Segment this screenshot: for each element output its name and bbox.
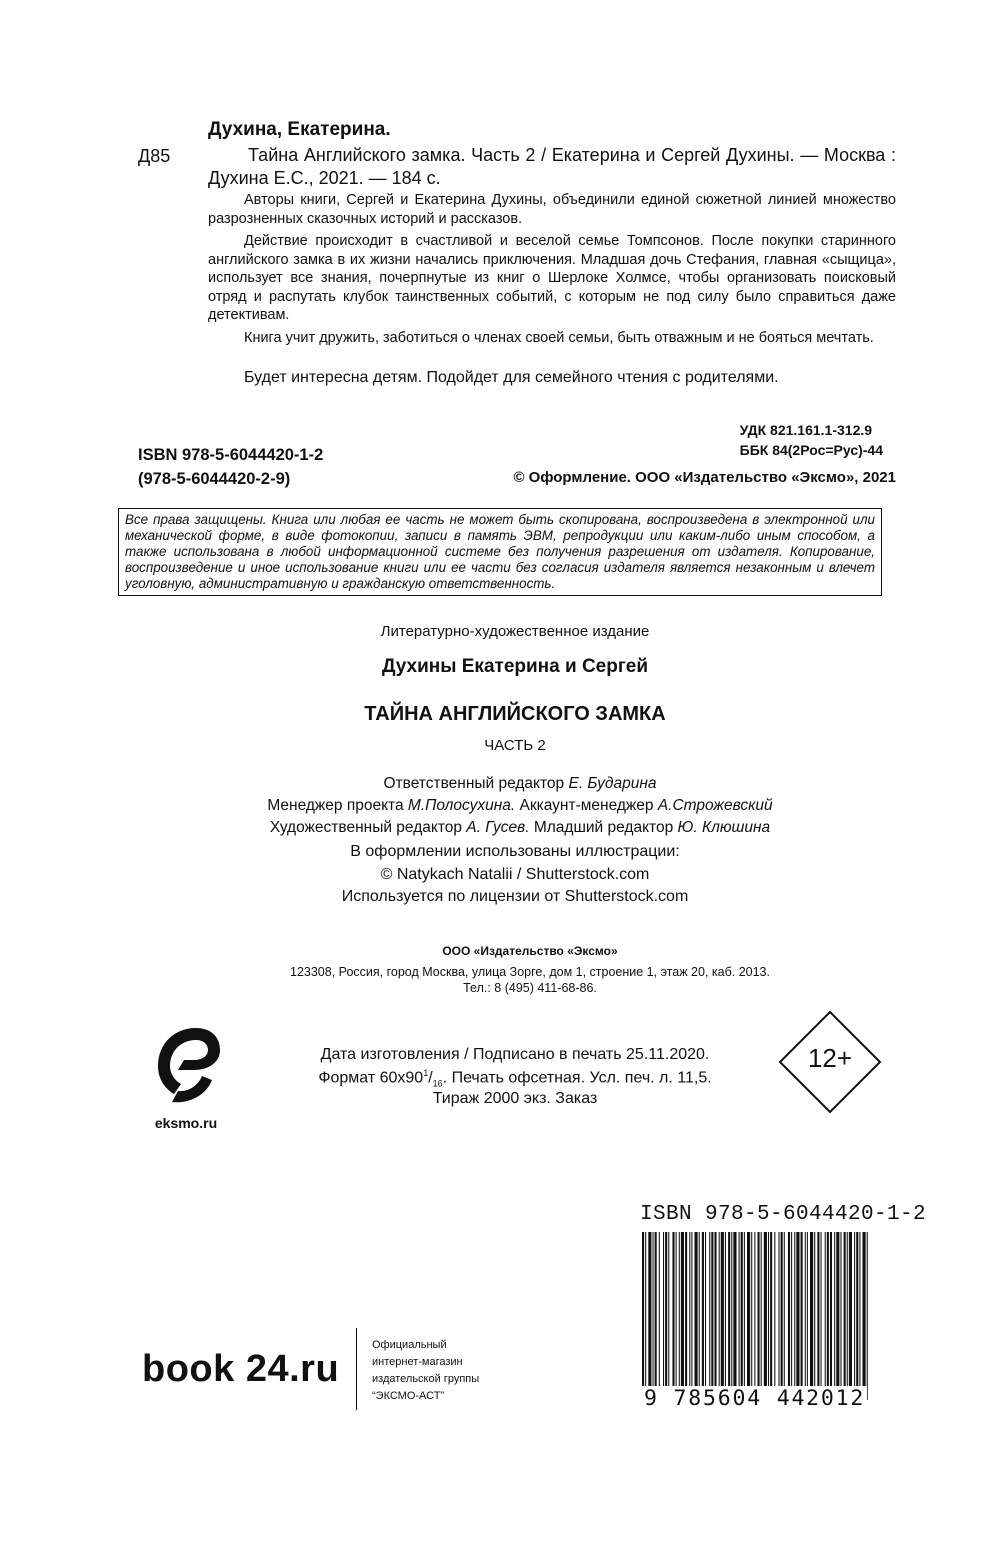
barcode-bar: [679, 1232, 680, 1400]
art-editor-name: А. Гусев.: [466, 819, 530, 836]
barcode-bar: [648, 1232, 651, 1400]
book24-note-line-4: “ЭКСМО-АСТ”: [372, 1390, 445, 1402]
resp-editor-role: Ответственный редактор: [383, 775, 565, 792]
barcode-bar: [801, 1232, 803, 1400]
barcode-bar: [744, 1232, 745, 1400]
barcode-bar: [774, 1232, 775, 1400]
barcode-bar: [676, 1232, 677, 1400]
barcode-bar: [856, 1232, 858, 1400]
barcode-digits: 9 785604 442012: [644, 1386, 866, 1411]
format-sub: 16: [432, 1078, 443, 1089]
book-part: ЧАСТЬ 2: [484, 737, 546, 754]
barcode-bar: [739, 1232, 740, 1400]
barcode-icon: [640, 1232, 870, 1400]
barcode-bar: [784, 1232, 785, 1400]
barcode-bar: [642, 1232, 644, 1400]
bbk-code: ББК 84(2Рос=Рус)-44: [739, 442, 883, 458]
barcode-bar: [731, 1232, 732, 1400]
barcode-bar: [758, 1232, 760, 1400]
publisher-tel: Тел.: 8 (495) 411-68-86.: [463, 981, 597, 995]
barcode-bar: [754, 1232, 755, 1400]
barcode-bar: [653, 1232, 654, 1400]
barcode-bar: [668, 1232, 669, 1400]
barcode-bar: [807, 1232, 808, 1400]
book24-note-line-3: издательской группы: [372, 1373, 480, 1385]
isbn-alt: (978-5-6044420-2-9): [138, 470, 291, 488]
barcode-bar: [814, 1232, 815, 1400]
isbn-main: ISBN 978-5-6044420-1-2: [138, 446, 324, 464]
genre-label: Литературно-художественное издание: [380, 623, 650, 640]
art-editor-role: Художественный редактор: [269, 819, 462, 836]
project-manager-role: Менеджер проекта: [267, 797, 404, 814]
annotation-paragraph-2: Действие происходит в счастливой и веселой семье Томпсонов. После покупки старинного английского замка в их жизни начались приключения. Младшая дочь Стефания, главная «сыщица», использует все знания, почерпнутые из книг о Шерлоке Холмсе, чтобы организовать поисковый отряд и распутать клубок таинственных событий, с которым не под силу было справиться даже детективам.: [208, 233, 896, 324]
barcode-bar: [817, 1232, 819, 1400]
illustrations-line-3: Используется по лицензии от Shutterstock.com: [341, 888, 689, 905]
barcode-bar: [827, 1232, 829, 1400]
book24-divider: [356, 1328, 357, 1410]
barcode-bar: [728, 1232, 730, 1400]
barcode-bar: [821, 1232, 822, 1400]
barcode-bar: [849, 1232, 852, 1400]
book-title: ТАЙНА АНГЛИЙСКОГО ЗАМКА: [364, 703, 666, 725]
barcode-bar: [645, 1232, 646, 1400]
barcode-bar: [699, 1232, 700, 1400]
barcode-bar: [779, 1232, 780, 1400]
credit-line-1: [0, 775, 1000, 793]
book24-note-line-1: Официальный: [372, 1339, 447, 1351]
barcode-bar: [719, 1232, 720, 1400]
barcode-bar: [663, 1232, 664, 1400]
barcode-bar: [685, 1232, 687, 1400]
project-manager-name: М.Полосухина.: [407, 797, 516, 814]
barcode-bar: [681, 1232, 684, 1400]
barcode-bar: [751, 1232, 752, 1400]
illustrations-line-1: В оформлении использованы иллюстрации:: [350, 843, 680, 860]
barcode-bar: [705, 1232, 706, 1400]
barcode-bar: [689, 1232, 690, 1400]
rights-notice: Все права защищены. Книга или любая ее часть не может быть скопирована, воспроизведена в электронной или механической форме, в виде фотокопии, записи в память ЭВМ, репродукции или каким-либо иным способом, а также использована в любой информационной системе без получения разрешения от издателя. Копирование, воспроизведение и иное использование книги или ее части без согласия издателя является незаконным и влечет уголовную, административную и гражданскую ответственность.: [118, 508, 882, 596]
barcode-bar: [770, 1232, 772, 1400]
junior-editor-name: Ю. Клюшина: [677, 819, 771, 836]
format-sup: 1: [423, 1068, 429, 1078]
barcode-bar: [825, 1232, 826, 1400]
barcode-bar: [840, 1232, 841, 1400]
barcode-bar: [788, 1232, 790, 1400]
format-prefix: Формат 60х90: [318, 1069, 424, 1087]
udk-code: УДК 821.161.1-312.9: [739, 422, 873, 438]
barcode-bar: [844, 1232, 846, 1400]
catalog-author-heading: Духина, Екатерина.: [208, 119, 391, 140]
barcode-bar: [768, 1232, 769, 1400]
credit-line-3: [0, 819, 1000, 837]
copyright-line: © Оформление. ООО «Издательство «Эксмо», 2021: [513, 469, 896, 486]
barcode-bar: [665, 1232, 667, 1400]
catalog-code: Д85: [138, 146, 171, 166]
bibliographic-description: Тайна Английского замка. Часть 2 / Екатерина и Сергей Духины. — Москва : Духина Е.С., 2021. — 184 с.: [208, 145, 896, 188]
barcode-bar: [836, 1232, 839, 1400]
annotation-paragraph-4: Будет интересна детям. Подойдет для семейного чтения с родителями.: [244, 369, 779, 386]
book24-note-line-2: интернет-магазин: [372, 1356, 463, 1368]
eksmo-site: eksmo.ru: [154, 1115, 218, 1131]
barcode-bar: [805, 1232, 806, 1400]
barcode-bar: [709, 1232, 710, 1400]
barcode-bar: [781, 1232, 783, 1400]
imprint-line-1: Дата изготовления / Подписано в печать 25.11.2020.: [320, 1046, 710, 1063]
barcode-bar: [867, 1232, 868, 1400]
isbn-block: [138, 443, 323, 491]
age-rating: 12+: [807, 1043, 853, 1073]
account-manager-role: Аккаунт-менеджер: [519, 797, 654, 814]
barcode-bar: [863, 1232, 866, 1400]
account-manager-name: А.Строжевский: [657, 797, 773, 814]
annotation-paragraph-1: Авторы книги, Сергей и Екатерина Духины, объединили единой сюжетной линией множество разрозненных сказочных историй и рассказов.: [208, 192, 896, 227]
barcode-bar: [655, 1232, 657, 1400]
junior-editor-role: Младший редактор: [533, 819, 674, 836]
format-suffix: . Печать офсетная. Усл. печ. л. 11,5.: [442, 1069, 712, 1087]
publisher-name: ООО «Издательство «Эксмо»: [442, 944, 618, 958]
barcode-bar: [659, 1232, 660, 1400]
illustrations-line-2: © Natykach Natalii / Shutterstock.com: [380, 866, 650, 883]
barcode-bar: [725, 1232, 726, 1400]
barcode-bar: [834, 1232, 835, 1400]
barcode-bar: [747, 1232, 750, 1400]
resp-editor-name: Е. Бударина: [568, 775, 657, 792]
authors-name: Духины Екатерина и Сергей: [381, 656, 649, 677]
barcode-bar: [859, 1232, 860, 1400]
barcode-bar: [830, 1232, 832, 1400]
barcode-isbn: ISBN 978-5-6044420-1-2: [640, 1203, 927, 1226]
imprint-line-3: Тираж 2000 экз. Заказ: [432, 1090, 598, 1107]
barcode-bar: [702, 1232, 704, 1400]
barcode-bar: [695, 1232, 698, 1400]
credit-line-2: [0, 797, 1000, 815]
annotation-paragraph-3: Книга учит дружить, заботиться о членах своей семьи, быть отважным и не бояться мечтать.: [244, 330, 874, 346]
imprint-line-2: Формат $60х90^1/_{16}$. Печать офсетная. Усл. печ. л. 11,5.: [318, 1068, 712, 1089]
book24-logo: book 24.ru: [142, 1348, 340, 1390]
barcode-bar: [761, 1232, 762, 1400]
barcode-bar: [741, 1232, 743, 1400]
barcode-bar: [711, 1232, 713, 1400]
book24-note: [372, 1337, 479, 1405]
barcode-bar: [847, 1232, 848, 1400]
publisher-address: 123308, Россия, город Москва, улица Зорге, дом 1, строение 1, этаж 20, каб. 2013.: [290, 965, 770, 979]
classification-codes: [740, 420, 883, 460]
barcode-bar: [854, 1232, 855, 1400]
barcode-bar: [714, 1232, 716, 1400]
barcode-bar: [794, 1232, 795, 1400]
barcode-bar: [791, 1232, 792, 1400]
barcode-bar: [672, 1232, 674, 1400]
barcode-bar: [810, 1232, 813, 1400]
barcode-bar: [691, 1232, 692, 1400]
barcode-bar: [796, 1232, 799, 1400]
barcode-bar: [733, 1232, 736, 1400]
barcode-bar: [764, 1232, 767, 1400]
barcode-bar: [721, 1232, 724, 1400]
